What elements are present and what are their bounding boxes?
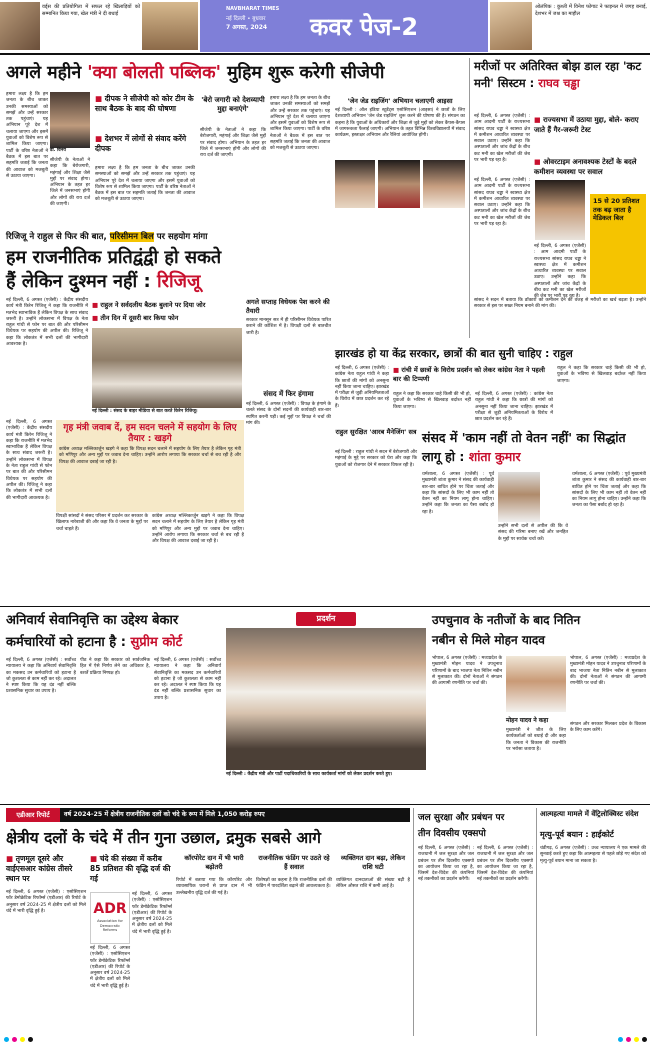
masthead-right-teaser: ओलंपिक : कुश्ती में विनेश फोगाट ने फाइनल में जगह बनाई, देशभर में जश्न का माहौल bbox=[535, 4, 647, 17]
agniveer-headline-2-text: कर्मचारियों को हटाना है : bbox=[6, 635, 131, 650]
raghav-body-c: नई दिल्ली, 6 अगस्त (एजेंसी) : आम आदमी पार्टी के राज्यसभा सांसद राघव चड्ढा ने स्वास्थ्य क्षेत्र में कमीशन आधारित व्यवस्था पर सवाल उठाए। उन्होंने कहा कि अस्पतालों और जांच केंद्रों के बीच कट मनी का खेल मरीजों की जेब पर भारी पड़ रहा है। bbox=[534, 244, 586, 300]
hc-body: चंडीगढ़, 6 अगस्त (एजेंसी) : उच्च न्यायालय ने एक मामले की सुनवाई करते हुए कहा कि आत्महत्या से पहले छोड़े गए संदेश को मृत्यु-पूर्व बयान माना जा सकता है। bbox=[540, 846, 646, 864]
masthead-band bbox=[200, 0, 488, 52]
raghav-headline bbox=[474, 58, 646, 112]
adr-col5-body: व्यक्तिगत दानदाताओं की संख्या बढ़ी है लेकिन औसत राशि में कमी आई है। bbox=[336, 878, 410, 890]
genz-title: 'जेन जेड राइजिंग' अभियान चलाएगी आइसा bbox=[347, 97, 453, 105]
adr-bullet-2: ■ चंदे की संख्या में करीब 85 प्रतिशत की वृद्धि दर्ज की गई bbox=[90, 854, 172, 888]
lead-left-headline-pre: अगले महीने bbox=[6, 63, 88, 83]
rijiju-photo-caption: नई दिल्ली : संसद के बाहर मीडिया से बात करते किरेन रिजिजू। bbox=[92, 409, 198, 414]
adr-col4-head: राजनीतिक फंडिंग पर उठते रहे हैं सवाल bbox=[258, 854, 330, 871]
nitin-body-c: भोपाल, 6 अगस्त (एजेंसी) : मध्यप्रदेश के मुख्यमंत्री मोहन यादव ने उपचुनाव परिणामों के बाद भाजपा नेता नितिन नबीन से मुलाकात की। दोनों नेताओं ने संगठन की आगामी रणनीति पर चर्चा की। bbox=[570, 656, 646, 687]
adr-bar-tag: एडीआर रिपोर्ट bbox=[6, 808, 60, 822]
adr-bar-text: वर्ष 2024-25 में क्षेत्रीय राजनीतिक दलों को चंदे के रूप में मिले 1,050 करोड़ रुपए bbox=[64, 811, 265, 818]
agniveer-headline-name: सुप्रीम कोर्ट bbox=[130, 635, 183, 650]
reg-mark-1 bbox=[4, 1037, 9, 1042]
jharkhand-body-b: राहुल ने कहा कि सरकार चाहे किसी की भी हो, युवाओं के भविष्य से खिलवाड़ बर्दाश्त नहीं किया जाएगा। bbox=[393, 392, 471, 410]
lead-left-body-d: सीजेपी के नेताओं ने कहा कि बेरोजगारी, महंगाई और शिक्षा जैसे मुद्दों पर संवाद होगा। अभियान के तहत हर जिले में जनसभाएं होंगी और लोगों की राय दर्ज की जाएगी। bbox=[200, 128, 266, 159]
adr-logo-sub: Association for Democratic Reforms bbox=[97, 919, 123, 932]
adr-col5-head: व्यक्तिगत दान बढ़ा, लेकिन राशि घटी bbox=[341, 854, 405, 871]
lead-left-headline-quote: 'क्या बोलती पब्लिक' bbox=[87, 63, 221, 83]
raghav-bullet-2: ■ ओवरटाइम अनावश्यक टेस्टों के बदले कमीशन व्यवस्था पर सवाल bbox=[534, 158, 646, 192]
raghav-headline-name: राघव चड्ढा bbox=[538, 76, 580, 90]
shanta-photo bbox=[498, 472, 540, 522]
protest-label: प्रदर्शन bbox=[296, 612, 356, 626]
rijiju-sub-head: संसद में फिर हंगामा bbox=[263, 390, 314, 398]
genz-body: नई दिल्ली : ऑल इंडिया स्टूडेंट्स एसोसिएशन (आइसा) ने छात्रों के लिए देशव्यापी अभियान 'जेन जेड राइजिंग' शुरू करने की घोषणा की है। संगठन का कहना है कि युवाओं के अधिकारों और शिक्षा से जुड़े मुद्दों को लेकर कैंपस-कैंपस में जागरूकता फैलाई जाएगी। अभियान के तहत विभिन्न विश्वविद्यालयों में संवाद कार्यक्रम, हस्ताक्षर अभियान और रैलियां आयोजित होंगी। bbox=[335, 108, 465, 139]
shanta-body-a: धर्मशाला, 6 अगस्त (एजेंसी) : पूर्व मुख्यमंत्री शांता कुमार ने संसद की कार्यवाही बार-बार बाधित होने पर चिंता जताई और कहा कि सांसदों के लिए भी काम नहीं तो वेतन नहीं का नियम लागू होना चाहिए। उन्होंने कहा कि जनता का पैसा बर्बाद हो रहा है। bbox=[422, 472, 494, 515]
adr-bar bbox=[6, 808, 410, 822]
lead-left-bullet-2: ■ देशभर में लोगों से संवाद करेंगे दीपक bbox=[95, 134, 195, 162]
rijiju-kicker bbox=[6, 230, 331, 244]
rijiju-body-a: नई दिल्ली, 6 अगस्त (एजेंसी) : केंद्रीय संसदीय कार्य मंत्री किरेन रिजिजू ने कहा कि राजनीति में मतभेद स्वाभाविक हैं लेकिन विपक्ष के साथ संवाद जरूरी है। उन्होंने लोकसभा में विपक्ष के नेता राहुल गांधी से फोन पर बात की और परिसीमन विधेयक पर सहयोग की अपील की। रिजिजू ने कहा कि लोकतंत्र में सभी दलों की भागीदारी आवश्यक है। bbox=[6, 298, 88, 348]
rijiju-photo bbox=[92, 328, 242, 408]
raghav-portrait bbox=[535, 180, 585, 240]
adr-headline: क्षेत्रीय दलों के चंदे में तीन गुना उछाल, द्रमुक सबसे आगे bbox=[6, 829, 321, 847]
shanta-body-b: उन्होंने सभी दलों से अपील की कि वे संसद की गरिमा बनाए रखें और जनहित के मुद्दों पर सार्थक चर्चा करें। bbox=[498, 524, 568, 542]
jharkhand-body-a: नई दिल्ली, 6 अगस्त (एजेंसी) : कांग्रेस नेता राहुल गांधी ने कहा कि छात्रों की मांगों को अनसुना नहीं किया जाना चाहिए। झारखंड में परीक्षा से जुड़ी अनियमितताओं के विरोध में छात्र प्रदर्शन कर रहे हैं। bbox=[335, 366, 389, 409]
edition-name: NAVBHARAT TIMES bbox=[226, 6, 280, 12]
edition-date: 7 अगस्त, 2024 bbox=[226, 24, 268, 31]
reg-mark-3 bbox=[20, 1037, 25, 1042]
column-divider-right bbox=[469, 58, 470, 338]
hc-headline-2: मृत्यु-पूर्व बयान : हाईकोर्ट bbox=[540, 830, 614, 839]
rijiju-sub-body: नई दिल्ली, 6 अगस्त (एजेंसी) : विपक्ष के हंगामे के चलते संसद के दोनों सदनों की कार्यवाही बार-बार स्थगित करनी पड़ी। कई मुद्दों पर विपक्ष ने चर्चा की मांग की। bbox=[246, 402, 331, 426]
rijiju-headline-1: हम राजनीतिक प्रतिद्वंद्वी हो सकते bbox=[6, 247, 222, 268]
agniveer-body-a: नई दिल्ली, 6 अगस्त (एजेंसी) : सर्वोच्च न्यायालय ने कहा कि अनिवार्य सेवानिवृत्ति का मकसद उन कर्मचारियों को हटाना है जो कुशलता से काम नहीं कर रहे। अदालत ने स्पष्ट किया कि यह दंड नहीं बल्कि प्रशासनिक सुधार का उपाय है। bbox=[6, 658, 76, 695]
protest-photo bbox=[226, 628, 426, 770]
khadge-headline: गृह मंत्री जवाब दें, हम सदन चलने में सहयोग के लिए तैयार : खड़गे bbox=[63, 423, 237, 444]
expo-headline-2: तीन दिवसीय एक्सपो bbox=[418, 829, 486, 839]
expo-body-b: नई दिल्ली, 6 अगस्त (एजेंसी) : राजधानी में जल सुरक्षा और जल प्रबंधन पर तीन दिवसीय एक्सपो का आयोजन किया जा रहा है, जिसमें देश-विदेश की कंपनियां नई तकनीकों का प्रदर्शन करेंगी। bbox=[477, 846, 533, 883]
lead-left-photo-caption: डॉ. विनय bbox=[50, 148, 66, 153]
khadge-body: कांग्रेस अध्यक्ष मल्लिकार्जुन खड़गे ने कहा कि विपक्ष सदन चलाने में सहयोग के लिए तैयार है लेकिन गृह मंत्री को मणिपुर और अन्य मुद्दों पर जवाब देना चाहिए। उन्होंने आरोप लगाया कि सरकार चर्चा से बच रही है और विपक्ष की आवाज दबाई जा रही है। bbox=[59, 447, 241, 465]
shanta-headline bbox=[422, 428, 646, 468]
raghav-body-a: नई दिल्ली, 6 अगस्त (एजेंसी) : आम आदमी पार्टी के राज्यसभा सांसद राघव चड्ढा ने स्वास्थ्य क्षेत्र में कमीशन आधारित व्यवस्था पर सवाल उठाए। उन्होंने कहा कि अस्पतालों और जांच केंद्रों के बीच कट मनी का खेल मरीजों की जेब पर भारी पड़ रहा है। bbox=[474, 114, 530, 164]
rijiju-headline-name: रिजिजू bbox=[156, 271, 201, 292]
adr-col3-body: रिपोर्ट में बताया गया कि कॉरपोरेट और व्यावसायिक घरानों से प्राप्त दान में भी उल्लेखनीय वृद्धि दर्ज की गई है। bbox=[176, 878, 252, 896]
rahul-sub-head: राहुल सुरक्षित 'आरब मैनेजिंग' सत्र bbox=[335, 428, 417, 436]
rijiju-headline-2 bbox=[6, 270, 331, 294]
adr-col3-head: कॉरपोरेट दान में भी भारी बढ़ोतरी bbox=[184, 854, 244, 871]
raghav-quote-body: सांसद ने सदन में बताया कि डॉक्टरों को कमीशन देने की वजह से मरीजों का खर्च बढ़ता है। उन्होंने सरकार से इस पर सख्त नियम बनाने की मांग की। bbox=[474, 298, 646, 310]
masthead-left-teaser: वर्ड्स की प्रतियोगिता में सफल रहे खिलाड़ियों को सम्मानित किया गया, खेल मंत्री ने दी बधाई bbox=[42, 4, 140, 17]
khadge-box bbox=[56, 420, 244, 512]
rijiju-kicker-pre: रिजिजू ने राहुल से फिर की बात, bbox=[6, 232, 110, 242]
rijiju-kicker-post: पर सहयोग मांगा bbox=[153, 232, 208, 242]
hc-headline-1: आत्महत्या मामले में वेंट्रिलोक्विस्ट संदेश bbox=[540, 810, 639, 818]
lead-left-photo bbox=[50, 92, 90, 148]
lead-left-headline-post: मुहिम शुरू करेगी सीजेपी bbox=[220, 63, 385, 83]
raghav-quote-box bbox=[590, 194, 646, 294]
adr-logo: ADR bbox=[93, 901, 127, 917]
agniveer-body-b: पीठ ने कहा कि सरकार को सार्वजनिक हित में ऐसे निर्णय लेने का अधिकार है, बशर्ते प्रक्रिया निष्पक्ष हो। bbox=[80, 658, 150, 676]
khadge-body-2: विपक्षी सांसदों ने संसद परिसर में प्रदर्शन कर सरकार के खिलाफ नारेबाजी की और कहा कि वे जनता के मुद्दों पर चर्चा चाहते हैं। bbox=[56, 514, 148, 532]
adr-body-c: नई दिल्ली, 6 अगस्त (एजेंसी) : एसोसिएशन फॉर डेमोक्रेटिक रिफॉर्म्स (एडीआर) की रिपोर्ट के अनुसार वर्ष 2024-25 में क्षेत्रीय दलों को मिले चंदे में भारी वृद्धि हुई है। bbox=[90, 946, 130, 989]
jharkhand-body-d: राहुल ने कहा कि सरकार चाहे किसी की भी हो, युवाओं के भविष्य से खिलवाड़ बर्दाश्त नहीं किया जाएगा। bbox=[557, 366, 646, 384]
expo-headline-1: जल सुरक्षा और प्रबंधन पर bbox=[418, 813, 505, 823]
edition-city: नई दिल्ली • बुधवार bbox=[226, 16, 266, 22]
agniveer-headline-2 bbox=[6, 632, 221, 654]
reg-mark-6 bbox=[626, 1037, 631, 1042]
rijiju-kicker-hl: परिसीमन बिल bbox=[109, 232, 154, 242]
lead-left-body-e: हमारा लक्ष्य है कि हम जनता के बीच जाकर उनकी समस्याओं को समझें और उन्हें सरकार तक पहुंचाएं। यह अभियान पूरे देश में चलाया जाएगा और इसमें युवाओं को विशेष रूप से शामिल किया जाएगा। पार्टी के वरिष्ठ नेताओं ने बैठक में इस बात पर सहमति जताई कि जनता की आवाज को मजबूती से उठाया जाएगा। bbox=[270, 96, 330, 152]
agniveer-headline-1: अनिवार्य सेवानिवृत्ति का उद्देश्य बेकार bbox=[6, 613, 179, 628]
nitin-body-b: मुख्यमंत्री ने जीत के लिए कार्यकर्ताओं को बधाई दी और कहा कि जनता ने विकास की राजनीति पर भरोसा जताया है। bbox=[506, 728, 566, 752]
reg-mark-7 bbox=[634, 1037, 639, 1042]
bottom-divider-1 bbox=[413, 808, 414, 1036]
reg-mark-8 bbox=[642, 1037, 647, 1042]
khadge-body-3: कांग्रेस अध्यक्ष मल्लिकार्जुन खड़गे ने कहा कि विपक्ष सदन चलाने में सहयोग के लिए तैयार है लेकिन गृह मंत्री को मणिपुर और अन्य मुद्दों पर जवाब देना चाहिए। उन्होंने आरोप लगाया कि सरकार चर्चा से बच रही है और विपक्ष की आवाज दबाई जा रही है। bbox=[152, 514, 244, 545]
expo-body-a: नई दिल्ली, 6 अगस्त (एजेंसी) : राजधानी में जल सुरक्षा और जल प्रबंधन पर तीन दिवसीय एक्सपो का आयोजन किया जा रहा है, जिसमें देश-विदेश की कंपनियां नई तकनीकों का प्रदर्शन करेंगी। bbox=[418, 846, 474, 883]
adr-bullet-1: ■ तृणमूल दूसरे और वाईएसआर कांग्रेस तीसरे स्थान पर bbox=[6, 854, 86, 888]
rahul-sub-body: नई दिल्ली : राहुल गांधी ने सदन में बेरोजगारी और महंगाई के मुद्दे पर सरकार को घेरा और कहा कि युवाओं को रोजगार देने में सरकार विफल रही है। bbox=[335, 450, 417, 468]
adr-body-b: नई दिल्ली, 6 अगस्त (एजेंसी) : एसोसिएशन फॉर डेमोक्रेटिक रिफॉर्म्स (एडीआर) की रिपोर्ट के अनुसार वर्ष 2024-25 में क्षेत्रीय दलों को मिले चंदे में भारी वृद्धि हुई है। bbox=[132, 892, 172, 935]
rijiju-bullet-1: ■ राहुल ने सर्वदलीय बैठक बुलाने पर दिया जोर bbox=[92, 300, 242, 312]
bottom-rule bbox=[0, 804, 650, 805]
protest-caption: नई दिल्ली : केंद्रीय मंत्री और पार्टी पदाधिकारियों के साथ कार्यकर्ता मांगों को लेकर प्रदर्शन करते हुए। bbox=[226, 772, 393, 777]
masthead-right-photo bbox=[490, 2, 532, 50]
masthead-rule bbox=[0, 53, 650, 55]
jharkhand-headline: झारखंड हो या केंद्र सरकार, छात्रों की बात सुनी चाहिए : राहुल bbox=[335, 348, 573, 360]
rijiju-headline-2-text: हैं लेकिन दुश्मन नहीं : bbox=[6, 271, 157, 292]
shanta-body-c: धर्मशाला, 6 अगस्त (एजेंसी) : पूर्व मुख्यमंत्री शांता कुमार ने संसद की कार्यवाही बार-बार बाधित होने पर चिंता जताई और कहा कि सांसदों के लिए भी काम नहीं तो वेतन नहीं का नियम लागू होना चाहिए। उन्होंने कहा कि जनता का पैसा बर्बाद हो रहा है। bbox=[572, 472, 646, 509]
adr-logo-box bbox=[90, 892, 130, 944]
lead-left-body-a: हमारा लक्ष्य है कि हम जनता के बीच जाकर उनकी समस्याओं को समझें और उन्हें सरकार तक पहुंचाएं। यह अभियान पूरे देश में चलाया जाएगा और इसमें युवाओं को विशेष रूप से शामिल किया जाएगा। पार्टी के वरिष्ठ नेताओं ने बैठक में इस बात पर सहमति जताई कि जनता की आवाज को मजबूती से उठाया जाएगा। bbox=[6, 92, 48, 179]
masthead-left-photo bbox=[0, 2, 40, 50]
nitin-side-head: मोहन यादव ने कहा bbox=[506, 717, 549, 724]
masthead bbox=[0, 0, 650, 54]
shanta-headline-name: शांता कुमार bbox=[468, 449, 521, 464]
lead-left-headline bbox=[6, 58, 466, 88]
rijiju-bullet-2: ■ तीन दिन में दूसरी बार किया फोन bbox=[92, 313, 242, 325]
adr-col4-body: विशेषज्ञों का कहना है कि राजनीतिक दलों की फंडिंग में पारदर्शिता बढ़ाने की आवश्यकता है। bbox=[256, 878, 332, 890]
lead-left-body-c: हमारा लक्ष्य है कि हम जनता के बीच जाकर उनकी समस्याओं को समझें और उन्हें सरकार तक पहुंचाएं। यह अभियान पूरे देश में चलाया जाएगा और इसमें युवाओं को विशेष रूप से शामिल किया जाएगा। पार्टी के वरिष्ठ नेताओं ने बैठक में इस बात पर सहमति जताई कि जनता की आवाज को मजबूती से उठाया जाएगा। bbox=[95, 166, 195, 203]
genz-photo-1 bbox=[335, 160, 375, 208]
nitin-photo bbox=[506, 656, 566, 712]
bottom-divider-2 bbox=[536, 808, 537, 1036]
raghav-headline-text: मरीजों पर अतिरिक्त बोझ डाल रहा 'कट मनी' सिस्टम : bbox=[474, 59, 642, 90]
lead-left-body-b: सीजेपी के नेताओं ने कहा कि बेरोजगारी, महंगाई और शिक्षा जैसे मुद्दों पर संवाद होगा। अभियान के तहत हर जिले में जनसभाएं होंगी और लोगों की राय दर्ज की जाएगी। bbox=[50, 158, 90, 208]
mid-rule bbox=[0, 606, 650, 607]
rijiju-body-b: नई दिल्ली, 6 अगस्त (एजेंसी) : केंद्रीय संसदीय कार्य मंत्री किरेन रिजिजू ने कहा कि राजनीति में मतभेद स्वाभाविक हैं लेकिन विपक्ष के साथ संवाद जरूरी है। उन्होंने लोकसभा में विपक्ष के नेता राहुल गांधी से फोन पर बात की और परिसीमन विधेयक पर सहयोग की अपील की। रिजिजू ने कहा कि लोकतंत्र में सभी दलों की भागीदारी आवश्यक है। bbox=[6, 420, 52, 501]
masthead-left-thumb bbox=[142, 2, 198, 50]
page-title: कवर पेज-2 bbox=[310, 13, 419, 41]
jharkhand-body-c: नई दिल्ली, 6 अगस्त (एजेंसी) : कांग्रेस नेता राहुल गांधी ने कहा कि छात्रों की मांगों को अनसुना नहीं किया जाना चाहिए। झारखंड में परीक्षा से जुड़ी अनियमितताओं के विरोध में छात्र प्रदर्शन कर रहे हैं। bbox=[475, 392, 553, 423]
lead-left-bullet-1: ■ दीपक ने सीजेपी को कोर टीम के साथ बैठक के बाद की घोषणा bbox=[95, 94, 195, 130]
lead-left-sub-quote: 'बेरो जगारी को देशव्यापी मुद्दा बनाएंगे' bbox=[201, 96, 265, 113]
nitin-headline-2: नबीन से मिले मोहन यादव bbox=[432, 633, 545, 647]
raghav-quote: 15 से 20 प्रतिशत तक बढ़ जाता है मेडिकल बिल bbox=[593, 197, 640, 222]
reg-mark-5 bbox=[618, 1037, 623, 1042]
agniveer-body-c: नई दिल्ली, 6 अगस्त (एजेंसी) : सर्वोच्च न्यायालय ने कहा कि अनिवार्य सेवानिवृत्ति का मकसद उन कर्मचारियों को हटाना है जो कुशलता से काम नहीं कर रहे। अदालत ने स्पष्ट किया कि यह दंड नहीं बल्कि प्रशासनिक सुधार का उपाय है। bbox=[154, 658, 221, 701]
shanta-headline-text: संसद में 'काम नहीं तो वेतन नहीं' का सिद्धांत लागू हो : bbox=[422, 430, 626, 464]
adr-body-a: नई दिल्ली, 6 अगस्त (एजेंसी) : एसोसिएशन फॉर डेमोक्रेटिक रिफॉर्म्स (एडीआर) की रिपोर्ट के अनुसार वर्ष 2024-25 में क्षेत्रीय दलों को मिले चंदे में भारी वृद्धि हुई है। bbox=[6, 890, 86, 914]
registration-strip bbox=[0, 1036, 650, 1043]
jharkhand-bullet: ■ रांची में छात्रों के विरोध प्रदर्शन को लेकर कांग्रेस नेता ने पहली बार की टिप्पणी bbox=[393, 366, 553, 388]
nitin-headline-1: उपचुनाव के नतीजों के बाद नितिन bbox=[432, 613, 581, 627]
reg-mark-2 bbox=[12, 1037, 17, 1042]
rijiju-side-body: सरकार मानसून सत्र में ही परिसीमन विधेयक पारित कराने की कोशिश में है। विपक्षी दलों से बातचीत जारी है। bbox=[246, 318, 331, 336]
reg-mark-4 bbox=[28, 1037, 33, 1042]
nitin-side-body: संगठन और सरकार मिलकर प्रदेश के विकास के लिए काम करेंगे। bbox=[570, 722, 646, 734]
genz-photo-2 bbox=[378, 160, 420, 208]
rijiju-side-head: अगले सप्ताह विधेयक पेश करने की तैयारी bbox=[246, 298, 330, 315]
nitin-body-a: भोपाल, 6 अगस्त (एजेंसी) : मध्यप्रदेश के मुख्यमंत्री मोहन यादव ने उपचुनाव परिणामों के बाद भाजपा नेता नितिन नबीन से मुलाकात की। दोनों नेताओं ने संगठन की आगामी रणनीति पर चर्चा की। bbox=[432, 656, 502, 687]
raghav-body-b: नई दिल्ली, 6 अगस्त (एजेंसी) : आम आदमी पार्टी के राज्यसभा सांसद राघव चड्ढा ने स्वास्थ्य क्षेत्र में कमीशन आधारित व्यवस्था पर सवाल उठाए। उन्होंने कहा कि अस्पतालों और जांच केंद्रों के बीच कट मनी का खेल मरीजों की जेब पर भारी पड़ रहा है। bbox=[474, 178, 530, 228]
genz-photo-3 bbox=[423, 160, 465, 208]
raghav-bullet-1: ■ राज्यसभा में उठाया मुद्दा, बोले- कराए जाते हैं गैर-जरूरी टेस्ट bbox=[534, 116, 646, 156]
